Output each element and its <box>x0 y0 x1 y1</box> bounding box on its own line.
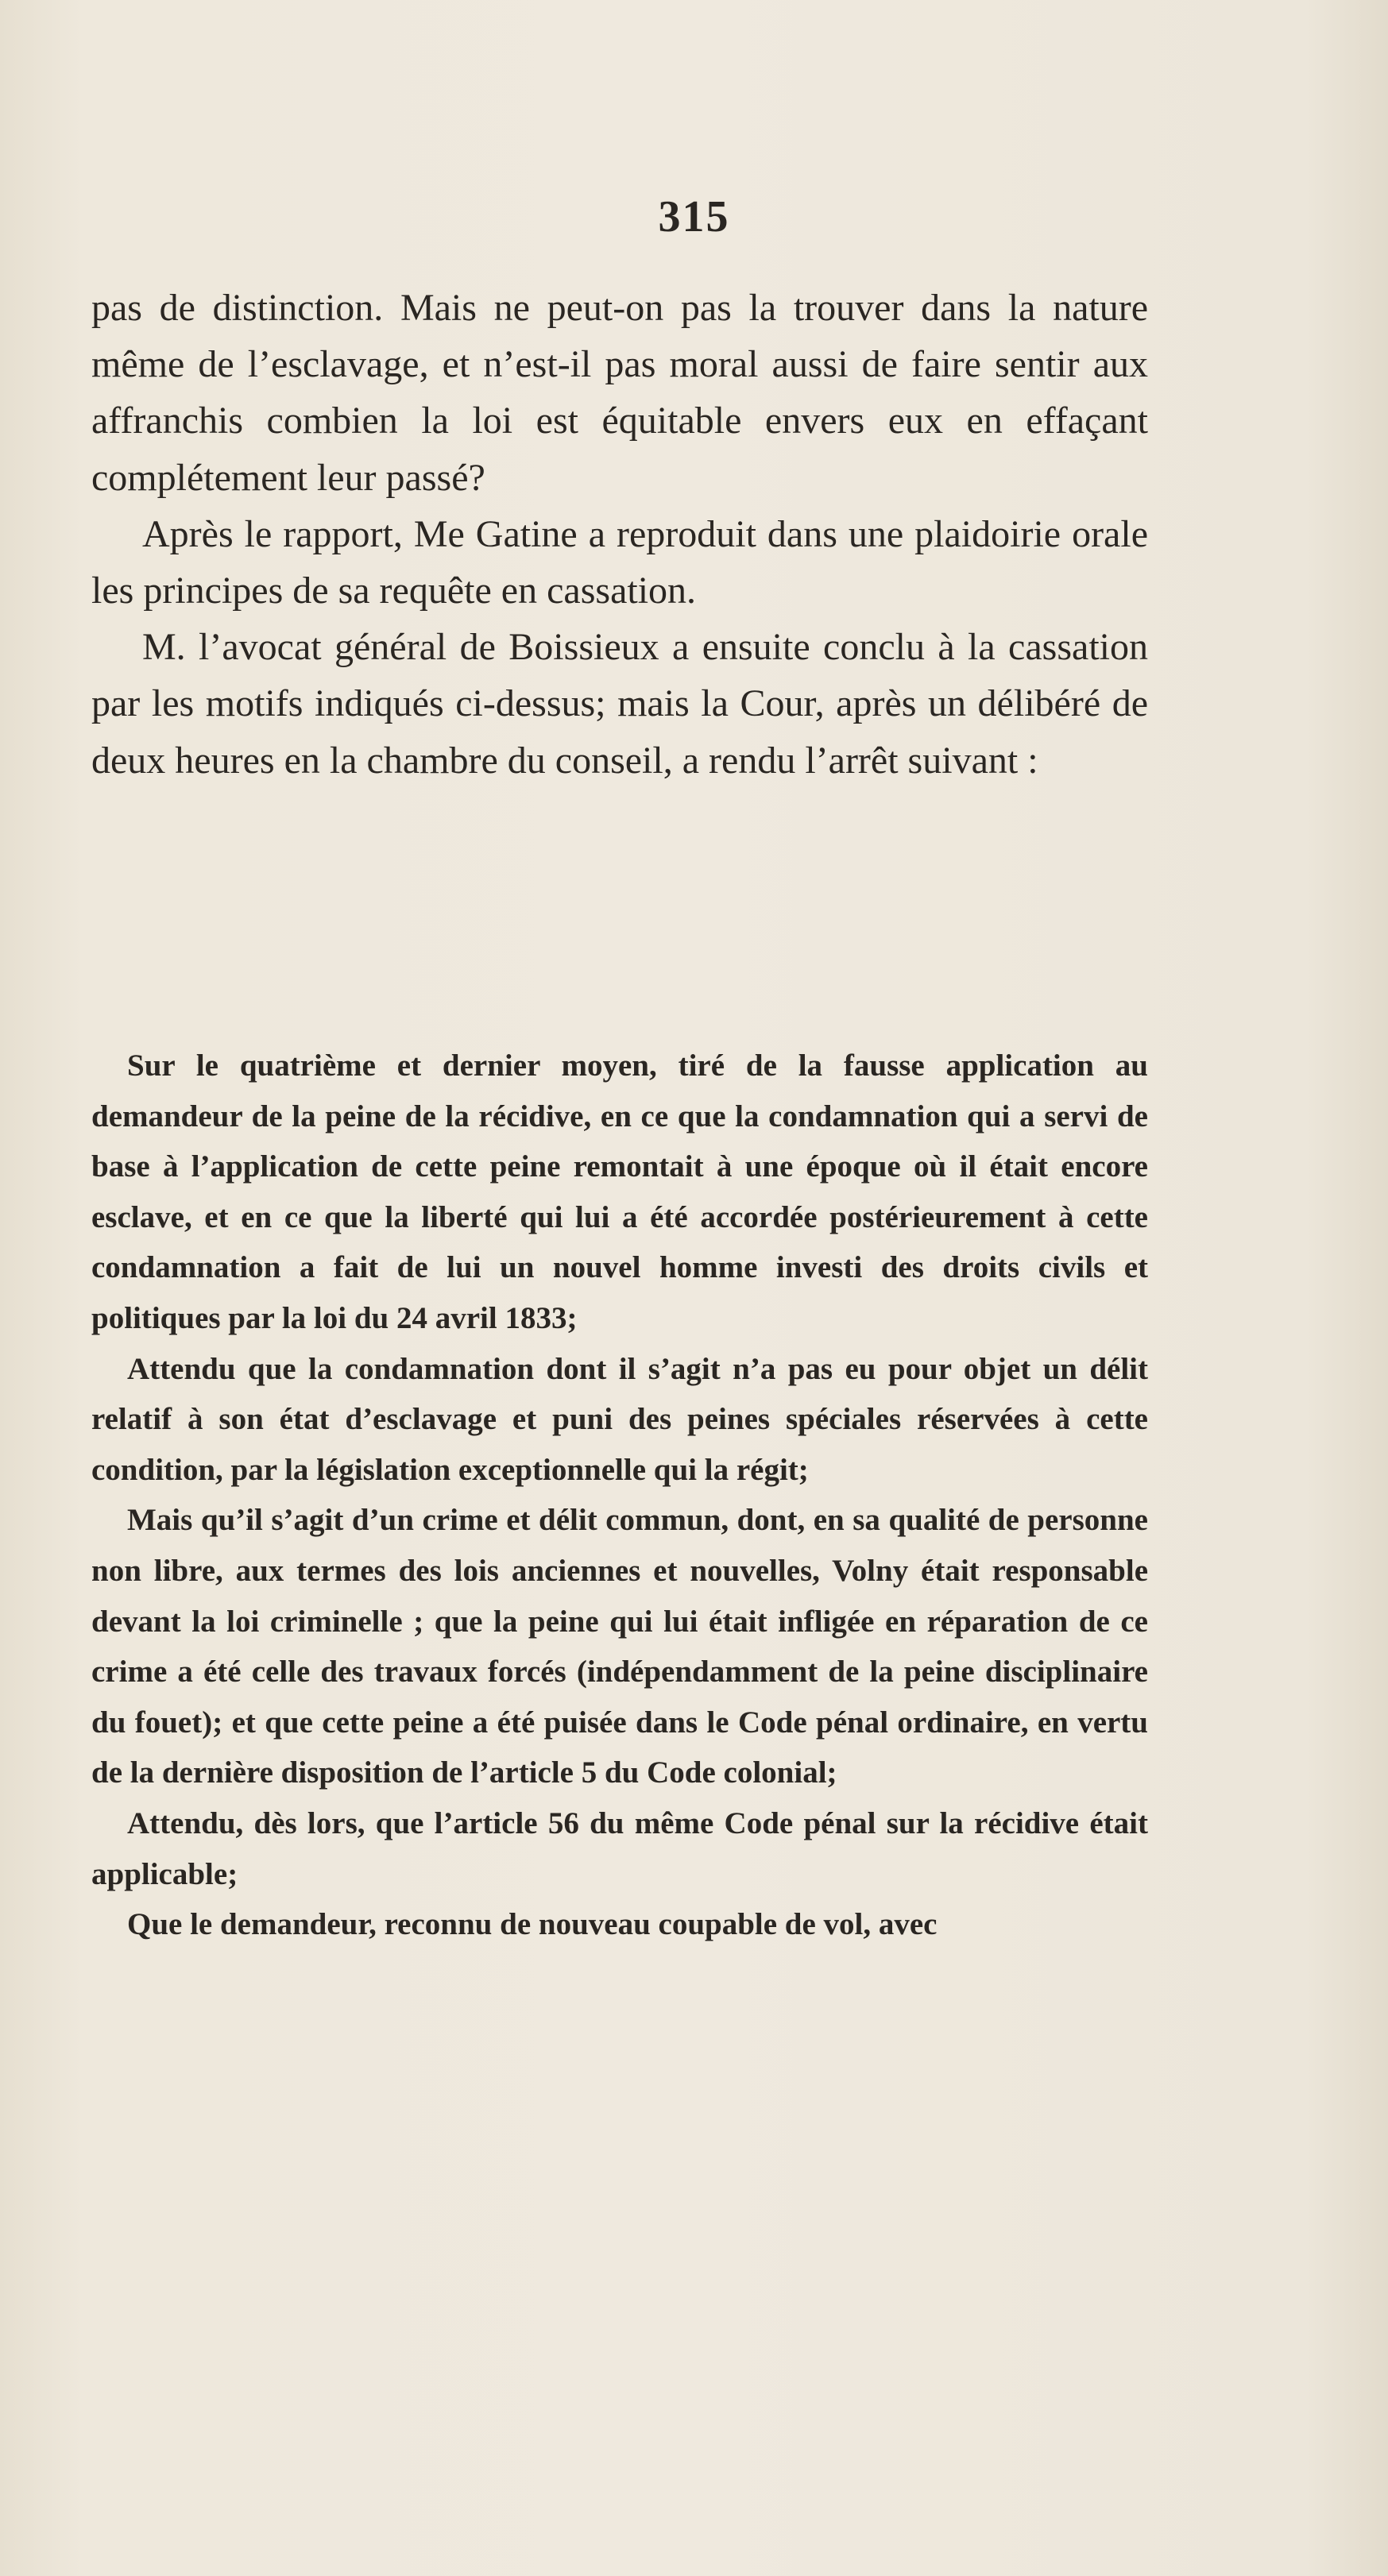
paragraph-plaidoirie: Après le rapport, Me Gatine a reproduit dans une plaidoirie orale les principes de sa requête en cassation. <box>91 512 1148 612</box>
judgment-paragraph-moyen: Sur le quatrième et dernier moyen, tiré de la fausse application au demandeur de la peine de la récidive, en ce que la condamnation qui a servi de base à l’application de cette peine remontait à une époque où il était encore esclave, et en ce que la liberté qui lui a été accordée postérieurement à cette condamnation a fait de lui un nouvel homme investi des droits civils et politiques par la loi du 24 avril 1833; <box>91 1049 1148 1335</box>
page-number: 315 <box>658 192 730 241</box>
body-text <box>91 280 1148 789</box>
paragraph-continuation: pas de distinction. Mais ne peut-on pas la trouver dans la nature même de l’esclavage, et n’est-il pas moral aussi de faire sentir aux affranchis combien la loi est équitable envers eux en effaçant complétement leur passé? <box>91 287 1148 499</box>
judgment-text <box>91 1041 1148 1950</box>
judgment-paragraph-demandeur: Que le demandeur, reconnu de nouveau coupable de vol, avec <box>127 1907 938 1942</box>
paragraph-avocat-general: M. l’avocat général de Boissieux a ensuite conclu à la cassation par les motifs indiqués ci-dessus; mais la Cour, après un délibéré de deux heures en la chambre du conseil, a rendu l’arrêt suivant : <box>91 626 1148 782</box>
judgment-paragraph-crime: Mais qu’il s’agit d’un crime et délit commun, dont, en sa qualité de personne non libre, aux termes des lois anciennes et nouvelles, Volny était responsable devant la loi criminelle ; que la peine qui lui était infligée en réparation de ce crime a été celle des travaux forcés (indépendamment de la peine disciplinaire du fouet); et que cette peine a été puisée dans le Code pénal ordinaire, en vertu de la dernière disposition de l’article 5 du Code colonial; <box>91 1503 1148 1790</box>
judgment-paragraph-attendu-2: Attendu, dès lors, que l’article 56 du même Code pénal sur la récidive était applicable; <box>91 1806 1148 1891</box>
judgment-paragraph-attendu-1: Attendu que la condamnation dont il s’agit n’a pas eu pour objet un délit relatif à son état d’esclavage et puni des peines spéciales réservées à cette condition, par la législation exceptionnelle qui la régit; <box>91 1351 1148 1487</box>
